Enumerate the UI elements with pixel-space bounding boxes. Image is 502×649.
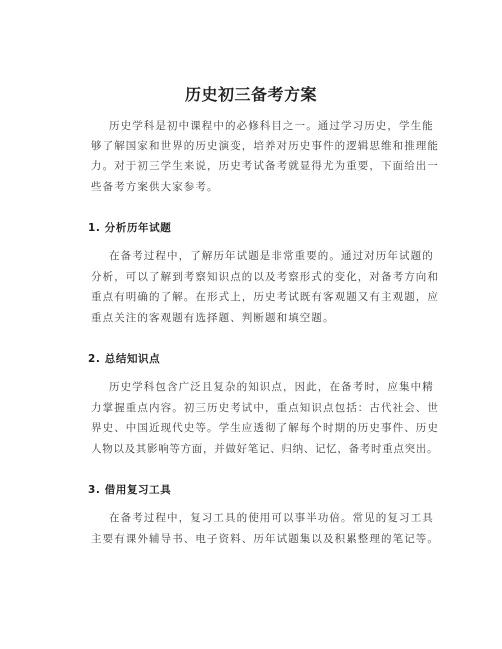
intro-line: 历史学科是初中课程中的必修科目之一。通过学习历史，学生能 bbox=[109, 120, 434, 132]
section-line: 重点关注的客观题有选择题、判断题和填空题。 bbox=[91, 312, 335, 324]
intro-line: 些备考方案供大家参考。 bbox=[91, 181, 219, 193]
section-heading: 3. 借用复习工具 bbox=[88, 484, 172, 496]
intro-line: 力。对于初三学生来说，历史考试备考就显得尤为重要，下面给出一 bbox=[91, 160, 439, 172]
section-line: 在备考过程中，了解历年试题是非常重要的。通过对历年试题的 bbox=[109, 250, 434, 262]
section-line: 力掌握重点内容。初三历史考试中，重点知识点包括：古代社会、世 bbox=[91, 402, 439, 414]
section-heading: 2. 总结知识点 bbox=[88, 353, 161, 365]
section-heading: 1. 分析历年试题 bbox=[88, 222, 172, 234]
section-line: 人物以及其影响等方面，并做好笔记、归纳、记忆，备考时重点突出。 bbox=[91, 443, 439, 455]
section-line: 主要有课外辅导书、电子资料、历年试题集以及积累整理的笔记等。 bbox=[91, 533, 439, 545]
section-line: 历史学科包含广泛且复杂的知识点，因此，在备考时，应集中精 bbox=[109, 381, 434, 393]
section-line: 重点有明确的了解。在形式上，历史考试既有客观题又有主观题，应 bbox=[91, 291, 439, 303]
section-line: 界史、中国近现代史等。学生应透彻了解每个时期的历史事件、历史 bbox=[91, 422, 439, 434]
section-line: 在备考过程中，复习工具的使用可以事半功倍。常见的复习工具 bbox=[109, 512, 434, 524]
section-line: 分析，可以了解到考察知识点的以及考察形式的变化，对备考方向和 bbox=[91, 271, 439, 283]
page-title: 历史初三备考方案 bbox=[184, 85, 317, 104]
intro-line: 够了解国家和世界的历史演变，培养对历史事件的逻辑思维和推理能 bbox=[91, 140, 439, 152]
